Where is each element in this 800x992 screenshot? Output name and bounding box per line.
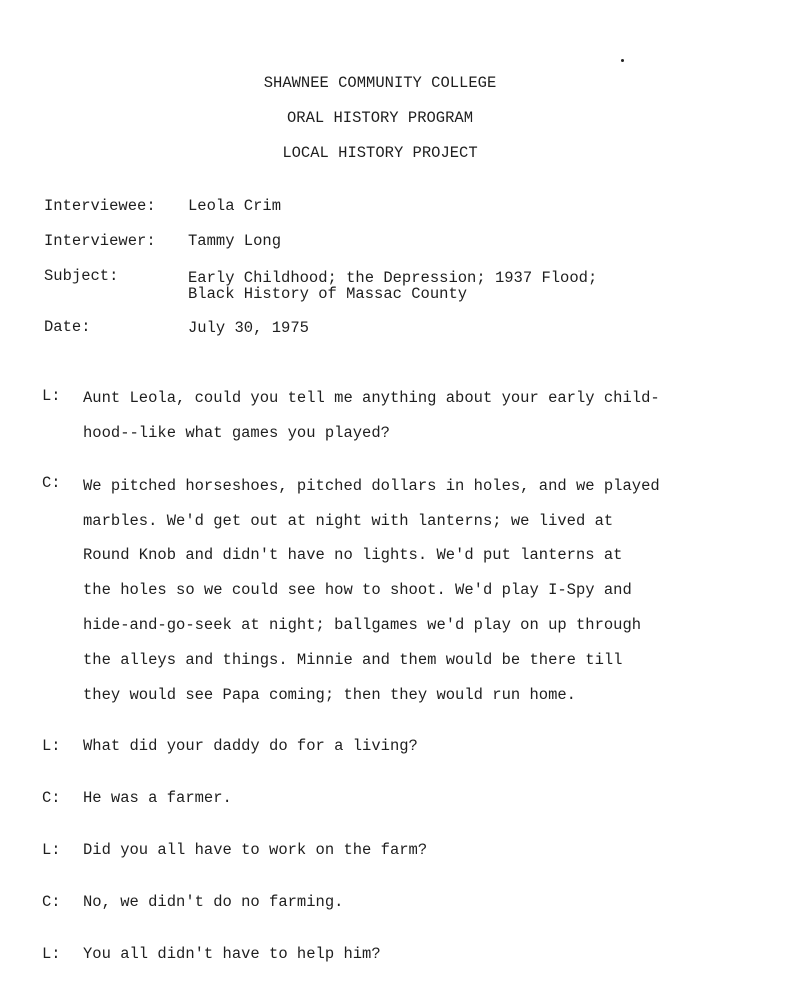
turn-speaker: L: <box>42 737 61 755</box>
date-label: Date: <box>44 318 91 336</box>
turn-speaker: C: <box>42 474 61 492</box>
turn-line: the alleys and things. Minnie and them would be there till <box>83 651 623 669</box>
turn-speaker: C: <box>42 893 61 911</box>
program-title: ORAL HISTORY PROGRAM <box>286 109 474 127</box>
project-title: LOCAL HISTORY PROJECT <box>282 144 478 162</box>
turn-line: He was a farmer. <box>83 789 232 807</box>
turn-line: hood--like what games you played? <box>83 424 390 442</box>
turn-line: Aunt Leola, could you tell me anything about your early child- <box>83 389 660 407</box>
interviewee-label: Interviewee: <box>44 197 156 215</box>
turn-line: Round Knob and didn't have no lights. We'd put lanterns at <box>83 546 623 564</box>
turn-line: We pitched horseshoes, pitched dollars in holes, and we played <box>83 477 660 495</box>
interviewer-label: Interviewer: <box>44 232 156 250</box>
turn-line: hide-and-go-seek at night; ballgames we'd play on up through <box>83 616 642 634</box>
interviewee-value: Leola Crim <box>188 197 282 215</box>
turn-line: What did your daddy do for a living? <box>83 737 418 755</box>
turn-speaker: L: <box>42 945 61 963</box>
turn-line: they would see Papa coming; then they would run home. <box>83 686 576 704</box>
college-title: SHAWNEE COMMUNITY COLLEGE <box>263 74 497 92</box>
interviewer-value: Tammy Long <box>188 232 282 250</box>
stray-mark <box>621 59 624 62</box>
date-value: July 30, 1975 <box>188 319 309 337</box>
turn-line: No, we didn't do no farming. <box>83 893 344 911</box>
turn-speaker: L: <box>42 387 61 405</box>
turn-speaker: L: <box>42 841 61 859</box>
subject-value-line2: Black History of Massac County <box>188 285 468 303</box>
turn-line: marbles. We'd get out at night with lanterns; we lived at <box>83 512 614 530</box>
turn-speaker: C: <box>42 789 61 807</box>
turn-line: You all didn't have to help him? <box>83 945 381 963</box>
turn-line: the holes so we could see how to shoot. We'd play I-Spy and <box>83 581 632 599</box>
turn-line: Did you all have to work on the farm? <box>83 841 428 859</box>
subject-label: Subject: <box>44 267 119 285</box>
subject-value-line1: Early Childhood; the Depression; 1937 Flood; <box>188 269 598 287</box>
